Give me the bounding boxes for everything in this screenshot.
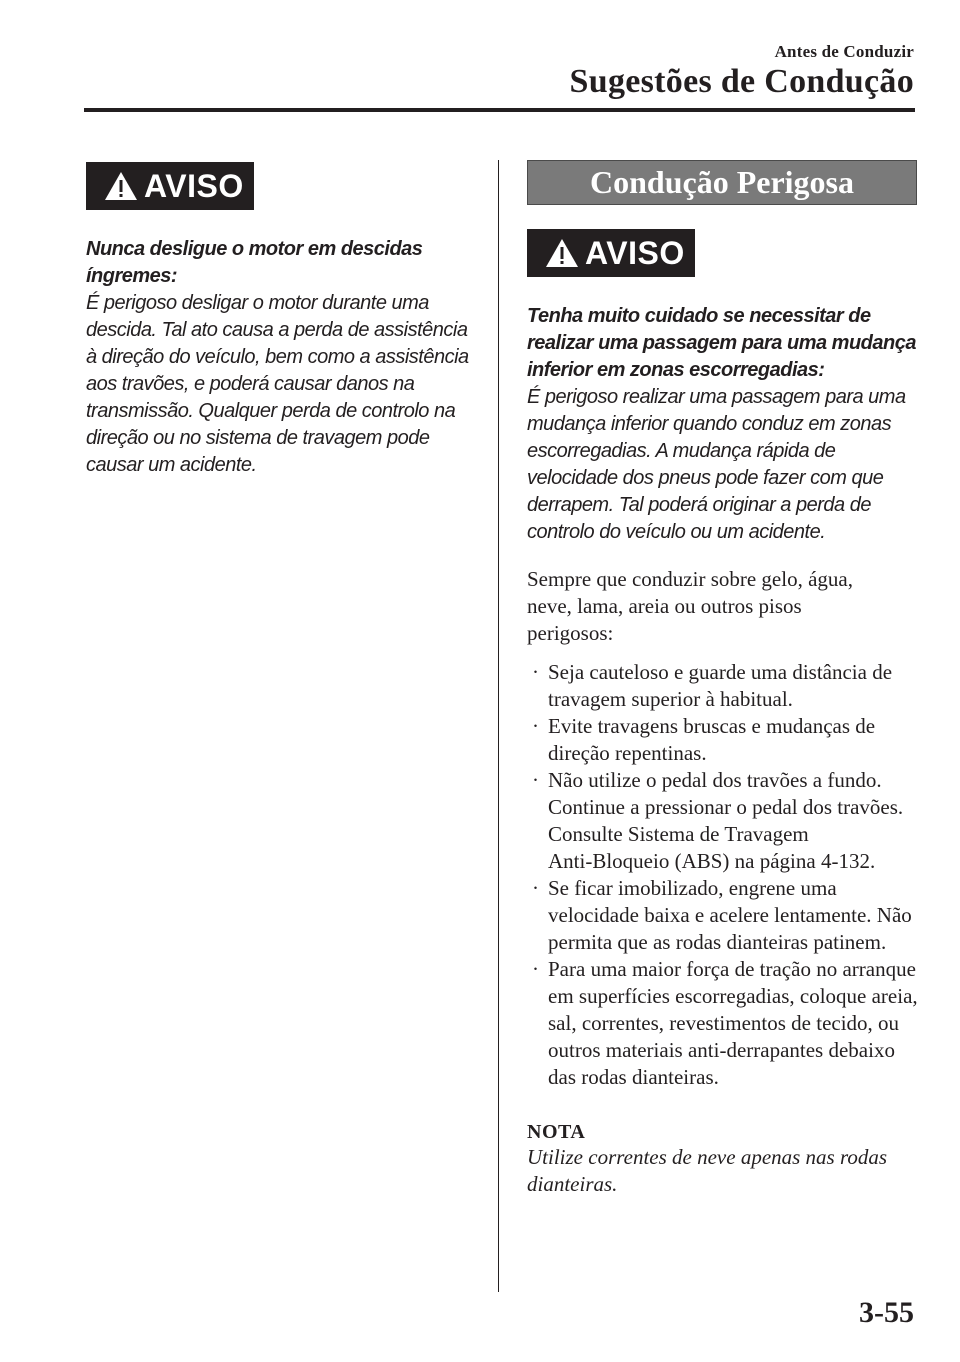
warning-badge xyxy=(527,229,695,277)
warning-heading: Tenha muito cuidado se necessitar de realizar uma passagem para uma mudança inferior em zonas escorregadias: xyxy=(527,305,916,381)
list-item: · Evite travagens bruscas e mudanças de direção repentinas. xyxy=(527,713,921,767)
warning-label: AVISO xyxy=(144,167,244,204)
section-heading: Condução Perigosa xyxy=(527,160,917,205)
reference-line: Anti-Bloqueio (ABS) na página 4-132. xyxy=(548,849,876,873)
warning-triangle-icon xyxy=(104,171,138,201)
note-text: Utilize correntes de neve apenas nas rodas dianteiras. xyxy=(527,1145,888,1196)
warning-triangle-icon xyxy=(545,238,579,268)
column-divider xyxy=(498,160,499,1292)
warning-badge xyxy=(86,162,254,210)
header-rule xyxy=(84,108,915,112)
note-label: NOTA xyxy=(527,1121,586,1143)
warning-heading: Nunca desligue o motor em descidas íngremes: xyxy=(86,238,423,287)
list-item: · Seja cauteloso e guarde uma distância de travagem superior à habitual. xyxy=(527,659,921,713)
header-chapter: Antes de Conduzir xyxy=(774,42,914,61)
page-title: Sugestões de Condução xyxy=(569,63,914,100)
warning-text: É perigoso realizar uma passagem para uma mudança inferior quando conduz em zonas escorregadias. A mudança rápida de velocidade dos pneus pode fazer com que derrapem. Tal poderá originar a perda de controlo do veículo ou um acidente. xyxy=(527,386,906,543)
page-number: 3-55 xyxy=(859,1296,914,1329)
list-item: · Não utilize o pedal dos travões a fundo. Continue a pressionar o pedal dos travões. Consulte Sistema de Travagem Anti-Bloqueio (ABS) na página 4-132. xyxy=(527,767,921,875)
left-column xyxy=(86,162,481,479)
list-item: · Se ficar imobilizado, engrene uma velocidade baixa e acelere lentamente. Não permita que as rodas dianteiras patinem. xyxy=(527,875,921,956)
bullet-list xyxy=(527,659,921,1091)
intro-paragraph: Sempre que conduzir sobre gelo, água, neve, lama, areia ou outros pisos perigosos: xyxy=(527,567,853,645)
warning-label: AVISO xyxy=(585,234,685,271)
warning-text: É perigoso desligar o motor durante uma descida. Tal ato causa a perda de assistência à direção do veículo, bem como a assistência aos travões, e poderá causar danos na transmissão. Qualquer perda de controlo na direção ou no sistema de travagem pode causar um acidente. xyxy=(86,292,469,476)
reference-line: Consulte Sistema de Travagem xyxy=(548,822,809,846)
right-column xyxy=(527,160,921,1198)
list-item: · Para uma maior força de tração no arranque em superfícies escorregadias, coloque areia, sal, correntes, revestimentos de tecido, ou outros materiais anti-derrapantes debaixo das rodas dianteiras. xyxy=(527,956,921,1091)
